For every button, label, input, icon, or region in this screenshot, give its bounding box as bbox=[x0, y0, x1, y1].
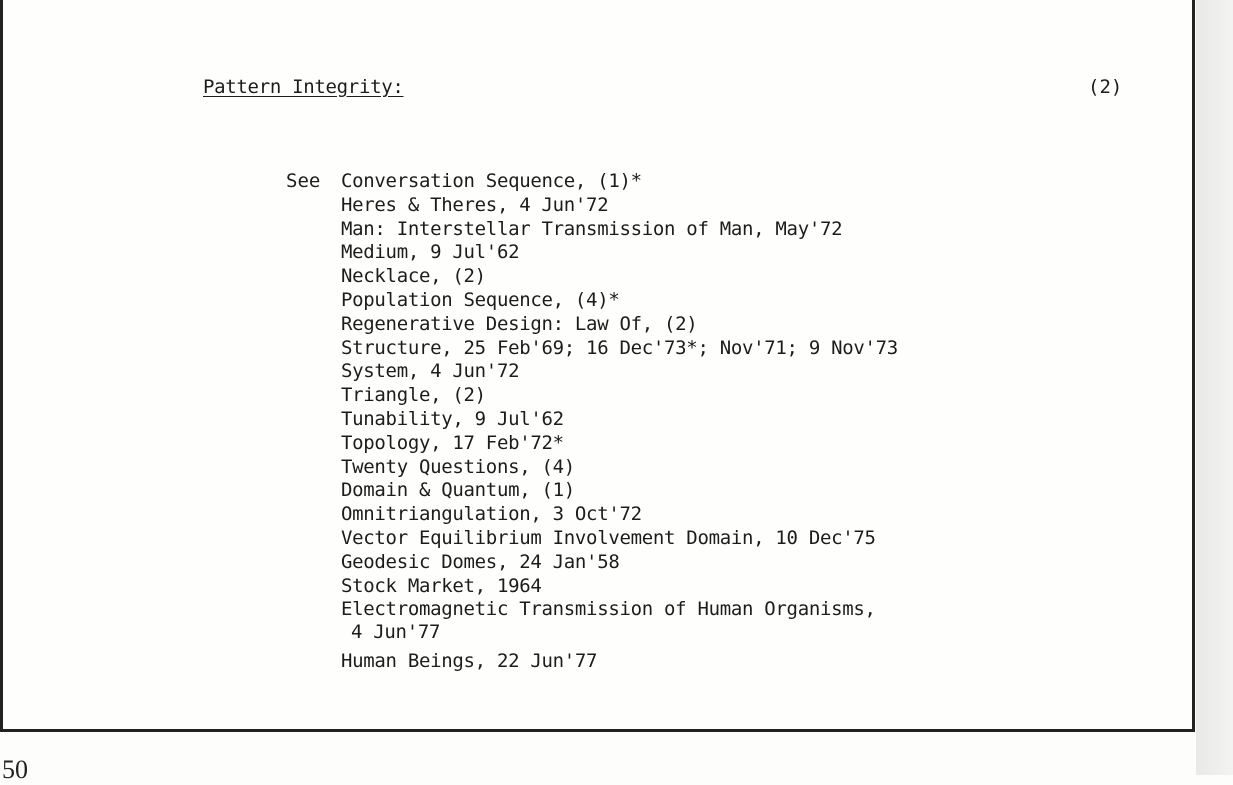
list-item: Population Sequence, (4)* bbox=[341, 288, 620, 311]
list-item: Heres & Theres, 4 Jun'72 bbox=[341, 193, 609, 216]
cross-reference-list bbox=[341, 170, 1101, 674]
list-item: Geodesic Domes, 24 Jan'58 bbox=[341, 550, 620, 573]
see-label: See bbox=[286, 170, 321, 192]
list-item: Triangle, (2) bbox=[341, 384, 486, 407]
list-item-continuation: 4 Jun'77 bbox=[351, 621, 441, 644]
list-item: Domain & Quantum, (1) bbox=[341, 479, 575, 502]
volume-reference: (2) bbox=[1088, 76, 1123, 98]
list-item: Regenerative Design: Law Of, (2) bbox=[341, 312, 698, 335]
list-item: Necklace, (2) bbox=[341, 265, 486, 288]
page-number: 50 bbox=[2, 755, 28, 784]
list-item: Tunability, 9 Jul'62 bbox=[341, 407, 564, 430]
list-item: Structure, 25 Feb'69; 16 Dec'73*; Nov'71; 9 Nov'73 bbox=[341, 336, 898, 359]
list-item: Omnitriangulation, 3 Oct'72 bbox=[341, 503, 642, 526]
list-item: System, 4 Jun'72 bbox=[341, 360, 520, 383]
list-item: Medium, 9 Jul'62 bbox=[341, 241, 520, 264]
list-item: Conversation Sequence, (1)* bbox=[341, 170, 642, 192]
entry-heading: Pattern Integrity: bbox=[203, 76, 404, 98]
list-item: Topology, 17 Feb'72* bbox=[341, 431, 564, 454]
list-item: Man: Interstellar Transmission of Man, May'72 bbox=[341, 217, 843, 240]
list-item: Human Beings, 22 Jun'77 bbox=[341, 650, 598, 673]
list-item: Stock Market, 1964 bbox=[341, 574, 542, 597]
list-item: Vector Equilibrium Involvement Domain, 10 Dec'75 bbox=[341, 526, 876, 549]
page-edge-shadow bbox=[1196, 0, 1233, 775]
list-item: Twenty Questions, (4) bbox=[341, 455, 575, 478]
list-item: Electromagnetic Transmission of Human Organisms, bbox=[341, 598, 876, 621]
